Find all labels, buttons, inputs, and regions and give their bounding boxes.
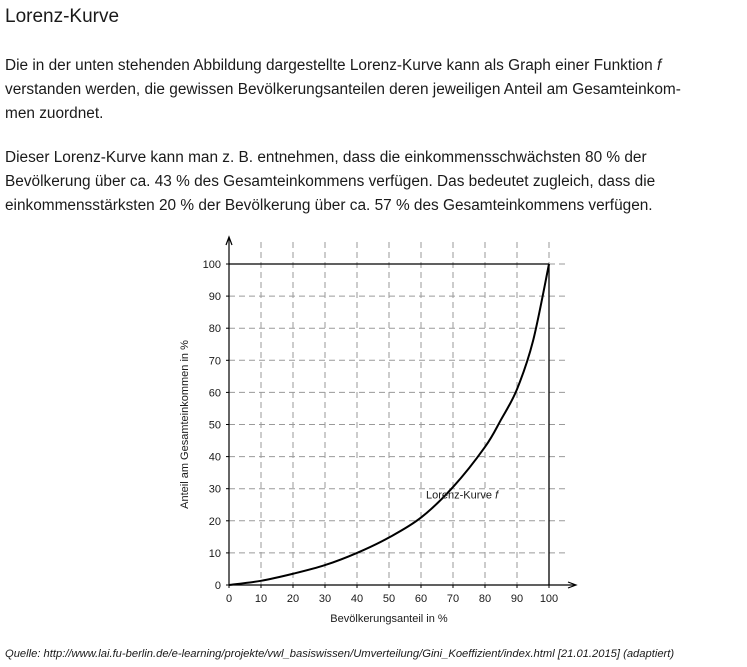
labels <box>179 340 499 625</box>
curve-annotation-fn: f <box>495 489 499 502</box>
x-tick-label: 100 <box>539 593 559 605</box>
x-tick-label: 50 <box>382 593 396 605</box>
page-title: Lorenz-Kurve <box>5 6 120 27</box>
curve-annotation-text: Lorenz-Kurve <box>426 489 496 502</box>
paragraph-example-line-1: Dieser Lorenz-Kurve kann man z. B. entnehmen, dass die einkommensschwächsten 80 % der <box>5 149 647 166</box>
curve-annotation <box>426 489 499 501</box>
y-tick-label: 0 <box>214 580 221 592</box>
function-symbol: f <box>656 57 662 74</box>
y-tick-label: 30 <box>208 483 221 496</box>
x-tick-label: 60 <box>414 593 428 605</box>
x-tick-label: 80 <box>478 593 492 605</box>
y-tick-label: 50 <box>208 419 221 432</box>
x-tick-label: 10 <box>254 593 268 605</box>
y-tick-label: 100 <box>202 259 221 271</box>
paragraph-example-line-2: Bevölkerung über ca. 43 % des Gesamteinkommens verfügen. Das bedeutet zugleich, dass die <box>5 173 656 190</box>
x-tick-label: 20 <box>286 593 300 605</box>
paragraph-intro-line-1-text: Die in der unten stehenden Abbildung dargestellte Lorenz-Kurve kann als Graph einer Funktion <box>5 57 657 74</box>
y-tick-label: 60 <box>208 387 221 400</box>
axes <box>226 237 576 588</box>
paragraph-intro-line-2: verstanden werden, die gewissen Bevölkerungsanteilen deren jeweiligen Anteil am Gesamteinkom- <box>5 81 681 98</box>
x-tick-label: 70 <box>446 593 460 605</box>
x-tick-label: 30 <box>318 593 332 605</box>
y-tick-label: 20 <box>208 515 221 528</box>
x-tick-label: 90 <box>510 593 524 605</box>
x-tick-label: 40 <box>350 593 364 605</box>
grid <box>229 242 569 585</box>
paragraph-example-line-3: einkommensstärksten 20 % der Bevölkerung über ca. 57 % des Gesamteinkommens verfügen. <box>5 197 653 214</box>
y-tick-label: 10 <box>208 547 221 560</box>
source-citation: Quelle: http://www.lai.fu-berlin.de/e-learning/projekte/vwl_basiswissen/Umverteilung/Gini_Koeffizient/index.html [21.01.2015] (adaptiert) <box>5 648 675 660</box>
y-tick-label: 70 <box>208 355 221 368</box>
paragraph-intro-line-3: men zuordnet. <box>5 105 104 122</box>
x-tick-label: 0 <box>225 593 233 605</box>
y-axis-title: Anteil am Gesamteinkommen in % <box>179 340 191 509</box>
y-tick-label: 40 <box>208 451 221 464</box>
y-tick-label: 90 <box>208 291 221 304</box>
x-axis-title: Bevölkerungsanteil in % <box>330 613 448 625</box>
y-tick-label: 80 <box>208 323 221 336</box>
